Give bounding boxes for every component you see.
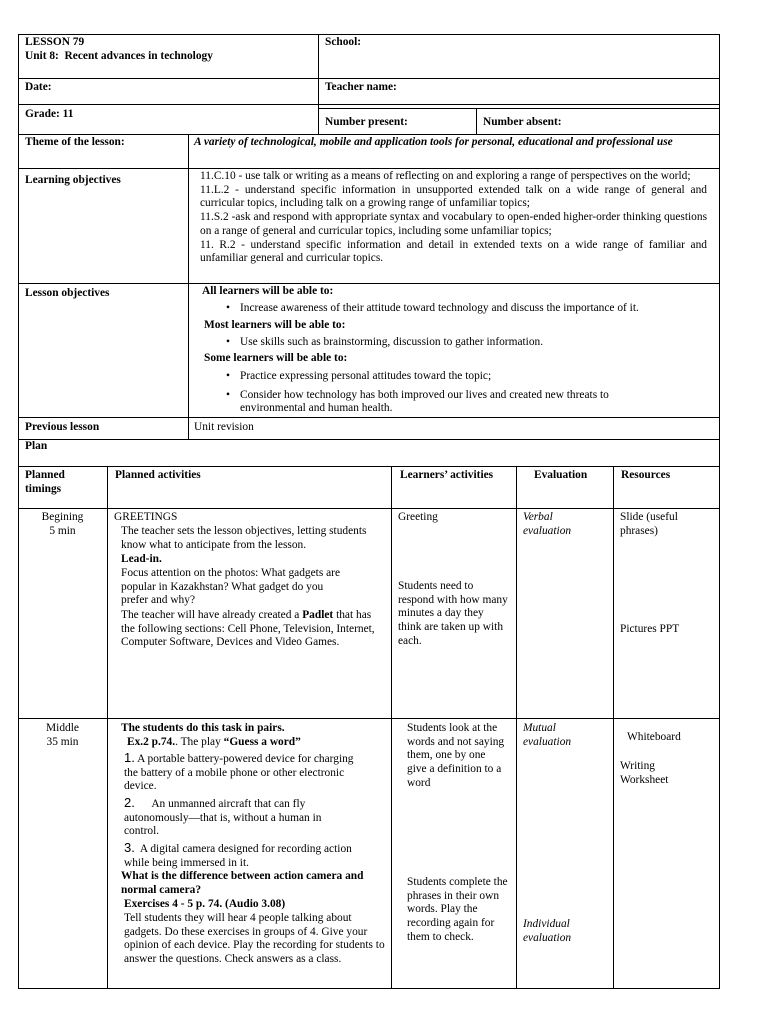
exercise-2-heading	[127, 736, 301, 750]
padlet-text-post: that has the following sections: Cell Phone, Television, Internet, Computer Software, Devices and Video Games.	[121, 609, 378, 649]
rule-header-split	[318, 34, 319, 134]
learners-activity: Students need to respond with how many minutes a day they think are taken up with each.	[398, 580, 511, 647]
rule-label-split	[188, 134, 189, 439]
rule-columns	[18, 466, 720, 467]
previous-lesson-label: Previous lesson	[25, 421, 100, 433]
learning-objective-item: 11.L.2 - understand specific information in unsupported extended talk on a wide range of general and curricular topics, including talk on a growing range of unfamiliar topics;	[200, 183, 710, 210]
list-item: • Practice expressing personal attitudes toward the topic;	[224, 370, 664, 384]
learning-objective-item: 11.C.10 - use talk or writing as a means of reflecting on and exploring a range of perspectives on the world;	[200, 170, 691, 182]
column-header-timings: Planned timings	[25, 469, 68, 495]
lesson-number: LESSON 79	[25, 36, 85, 48]
lesson-objectives-label: Lesson objectives	[25, 287, 110, 299]
exercise-2-game: “Guess a word”	[223, 736, 301, 748]
rule-plan	[18, 439, 720, 440]
padlet-text-pre: The teacher will have already created a	[121, 609, 303, 621]
definition-text: An unmanned aircraft that can fly autonomously—that is, without a human in control.	[124, 798, 325, 838]
evaluation-value: Verbal evaluation	[523, 511, 572, 537]
list-item: • Use skills such as brainstorming, discussion to gather information.	[224, 336, 704, 350]
column-header-evaluation: Evaluation	[534, 469, 588, 481]
timing-minutes: 5 min	[49, 525, 76, 537]
rule-col-learners	[391, 466, 392, 989]
timing-stage: Begining	[41, 511, 84, 523]
greetings-heading: GREETINGS	[114, 511, 178, 523]
all-learners-list	[224, 302, 704, 319]
camera-question: What is the difference between action camera and normal camera?	[121, 870, 367, 896]
plan-label: Plan	[25, 440, 48, 452]
teacher-label: Teacher name:	[325, 81, 397, 93]
rule-row1	[18, 508, 720, 509]
item-number: 2.	[124, 795, 135, 810]
some-learners-list	[224, 370, 664, 419]
rule-learning	[18, 168, 720, 169]
rule-theme	[18, 134, 720, 135]
rule-date	[18, 78, 720, 79]
theme-label: Theme of the lesson:	[25, 136, 125, 148]
grade-label: Grade: 11	[25, 108, 74, 120]
rule-col-activities	[107, 466, 108, 989]
rule-col-resources	[613, 466, 614, 989]
column-header-learners: Learners’ activities	[400, 469, 494, 481]
theme-value: A variety of technological, mobile and application tools for personal, educational and professional use	[194, 136, 673, 148]
lead-in-heading: Lead-in.	[121, 553, 162, 565]
learning-objective-item: 11. R.2 - understand specific information and detail in extended texts on a wide range of familiar and unfamiliar general and curricular topics.	[200, 238, 710, 265]
column-header-activities: Planned activities	[115, 469, 201, 481]
number-present-label: Number present:	[325, 116, 408, 128]
word-definition-2	[124, 796, 356, 839]
pairs-task-heading: The students do this task in pairs.	[121, 722, 285, 734]
learning-objective-item: 11.S.2 -ask and respond with appropriate syntax and vocabulary to open-ended higher-order thinking questions on a range of general and curricular topics, including some unfamiliar topics;	[200, 211, 710, 237]
most-learners-heading: Most learners will be able to:	[204, 319, 346, 331]
rule-col-evaluation	[516, 466, 517, 989]
evaluation-value: Individual evaluation	[523, 918, 573, 944]
number-absent-label: Number absent:	[483, 116, 562, 128]
rule-row2	[18, 718, 720, 719]
learners-activity: Students complete the phrases in their own words. Play the recording again for them to check.	[407, 876, 511, 943]
timing-stage: Middle	[46, 722, 79, 734]
timing-minutes: 35 min	[46, 736, 79, 748]
rule-number	[318, 108, 720, 109]
rule-absent-split	[476, 108, 477, 134]
previous-lesson-value: Unit revision	[194, 421, 254, 433]
item-number: 3.	[124, 840, 135, 855]
list-item: • Consider how technology has both improved our lives and created new threats to environmental and human health.	[224, 389, 664, 416]
resource-item: Whiteboard	[627, 731, 681, 743]
most-learners-list	[224, 336, 704, 353]
column-header-resources: Resources	[621, 469, 671, 481]
learning-objectives-list	[200, 170, 710, 266]
exercise-2-text: . The play	[175, 736, 224, 748]
resource-item: Pictures PPT	[620, 623, 680, 635]
definition-text: A digital camera designed for recording action while being immersed in it.	[124, 843, 355, 869]
item-number: 1.	[124, 750, 135, 765]
list-item: • Increase awareness of their attitude toward technology and discuss the importance of it.	[224, 302, 704, 316]
some-learners-heading: Some learners will be able to:	[204, 352, 348, 364]
learners-activity: Greeting	[398, 511, 438, 523]
activity-focus: Focus attention on the photos: What gadgets are popular in Kazakhstan? What gadget do you prefer and why?	[121, 567, 343, 607]
date-label: Date:	[25, 81, 52, 93]
exercise-2-ref: Ex.2 p.74.	[127, 736, 176, 748]
rule-grade	[18, 104, 720, 105]
unit-title: Unit 8: Recent advances in technology	[25, 50, 213, 62]
evaluation-value: Mutual evaluation	[523, 722, 572, 748]
all-learners-heading: All learners will be able to:	[202, 285, 334, 297]
padlet-name: Padlet	[302, 609, 334, 621]
word-definition-1	[124, 751, 369, 794]
learning-objectives-label: Learning objectives	[25, 174, 121, 186]
exercises-4-5-heading: Exercises 4 - 5 p. 74. (Audio 3.08)	[124, 898, 286, 910]
resource-item: Writing Worksheet	[620, 760, 669, 786]
school-label: School:	[325, 36, 362, 48]
resource-item: Slide (useful phrases)	[620, 511, 681, 537]
rule-lesson	[18, 283, 720, 284]
definition-text: A portable battery-powered device for charging the battery of a mobile phone or other electronic device.	[124, 753, 357, 793]
activity-padlet	[121, 609, 383, 650]
exercise-instructions: Tell students they will hear 4 people talking about gadgets. Do these exercises in groups of 4. Give your opinion of each device. Play the recording for students to answer the questions. Check answers as a class.	[124, 912, 388, 966]
word-definition-3	[124, 841, 356, 870]
learners-activity: Students look at the words and not saying them, one by one give a definition to a word	[407, 722, 507, 789]
activity-intro: The teacher sets the lesson objectives, letting students know what to anticipate from the lesson.	[121, 525, 370, 551]
